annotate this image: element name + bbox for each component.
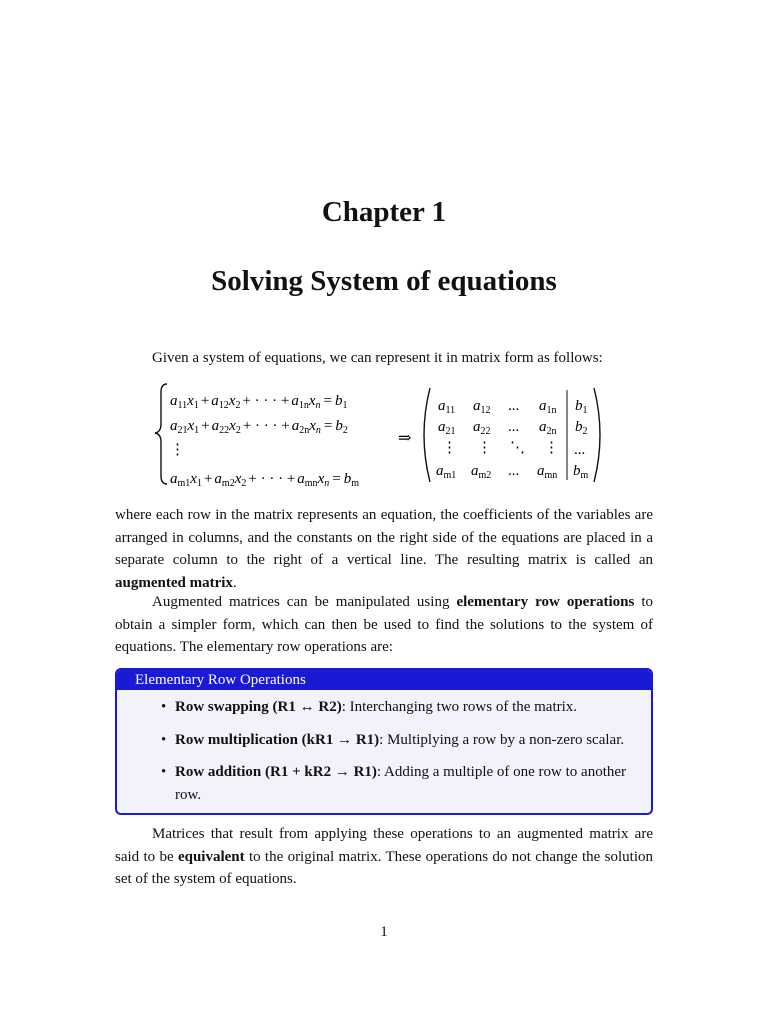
term-augmented-matrix: augmented matrix <box>115 574 233 591</box>
matrix-b-dots: ... <box>574 442 586 458</box>
matrix-cell-2-1: $a_{21}$ <box>438 419 456 437</box>
paragraph-row-operations: Augmented matrices can be manipulated using elementary row operations to obtain a simpler form, which can then be used to find the solutions to the system of equations. The elementary row operations are: <box>115 594 654 655</box>
matrix-cell-1-n: $a_{1n}$ <box>539 398 557 416</box>
matrix-left-paren <box>424 388 430 482</box>
system-row-1: $a_{11}x_1 + a_{12}x_2$ + · · · + $a_{1n}x_n = b_1$ <box>170 393 348 411</box>
list-item: • Row addition (R1 + kR2 → R1): Adding a multiple of one row to another row. <box>117 761 651 806</box>
chapter-title: Solving System of equations <box>211 265 557 297</box>
matrix-b-m: $b_m$ <box>573 463 589 481</box>
matrix-b-1: $b_1$ <box>575 398 588 416</box>
definition-box-title: Elementary Row Operations <box>117 670 651 690</box>
matrix-cell-m-2: $a_{m2}$ <box>471 463 492 481</box>
system-row-m: $a_{m1}x_1 + a_{m2}x_2$ + · · · + $a_{mn}x_n = b_m$ <box>170 471 359 489</box>
matrix-cell-m-1: $a_{m1}$ <box>436 463 457 481</box>
equation-display <box>140 380 620 490</box>
paragraph-augmented: where each row in the matrix represents an equation, the coefficients of the variables are arranged in columns, and the constants on the right side of the equations are placed in a separate column to the right of a vertical line. The resulting matrix is called an augmented matrix. <box>115 507 653 591</box>
matrix-right-paren <box>594 388 600 482</box>
paragraph-equivalent: Matrices that result from applying these operations to an augmented matrix are said to be equivalent to the original matrix. These operations do not change the solution set of the system of equations. <box>115 826 653 887</box>
matrix-cell-1-2: $a_{12}$ <box>473 398 491 416</box>
system-brace <box>155 384 167 484</box>
list-item: • Row swapping (R1 ↔ R2): Interchanging two rows of the matrix. <box>117 696 651 719</box>
system-vdots: ⋮ <box>170 442 185 458</box>
matrix-cell-m-dots: ... <box>508 463 520 479</box>
matrix-vdots-n: ⋮ <box>544 440 559 456</box>
matrix-cell-1-1: $a_{11}$ <box>438 398 456 416</box>
matrix-cell-m-n: $a_{mn}$ <box>537 463 558 481</box>
page-number: 1 <box>380 924 388 940</box>
list-item: • Row multiplication (kR1 → R1): Multiplying a row by a non-zero scalar. <box>117 729 651 752</box>
matrix-vdots-2: ⋮ <box>477 440 492 456</box>
operations-list <box>117 696 651 806</box>
implies-arrow: ⇒ <box>398 430 412 447</box>
intro-paragraph: Given a system of equations, we can represent it in matrix form as follows: <box>152 350 603 366</box>
term-elementary-row-operations: elementary row operations <box>456 594 635 610</box>
term-equivalent: equivalent <box>177 848 245 865</box>
system-row-2: $a_{21}x_1 + a_{22}x_2$ + · · · + $a_{2n}x_n = b_2$ <box>170 418 348 436</box>
matrix-cell-2-dots: ... <box>508 419 520 435</box>
matrix-vdots-1: ⋮ <box>442 440 457 456</box>
equation-svg <box>140 380 620 490</box>
matrix-cell-2-2: $a_{22}$ <box>473 419 491 437</box>
matrix-cell-2-n: $a_{2n}$ <box>539 419 557 437</box>
chapter-number: Chapter 1 <box>321 196 447 228</box>
matrix-b-2: $b_2$ <box>575 419 588 437</box>
definition-box <box>115 668 653 815</box>
matrix-ddots: ⋱ <box>510 440 525 456</box>
matrix-cell-1-dots: ... <box>508 398 520 414</box>
